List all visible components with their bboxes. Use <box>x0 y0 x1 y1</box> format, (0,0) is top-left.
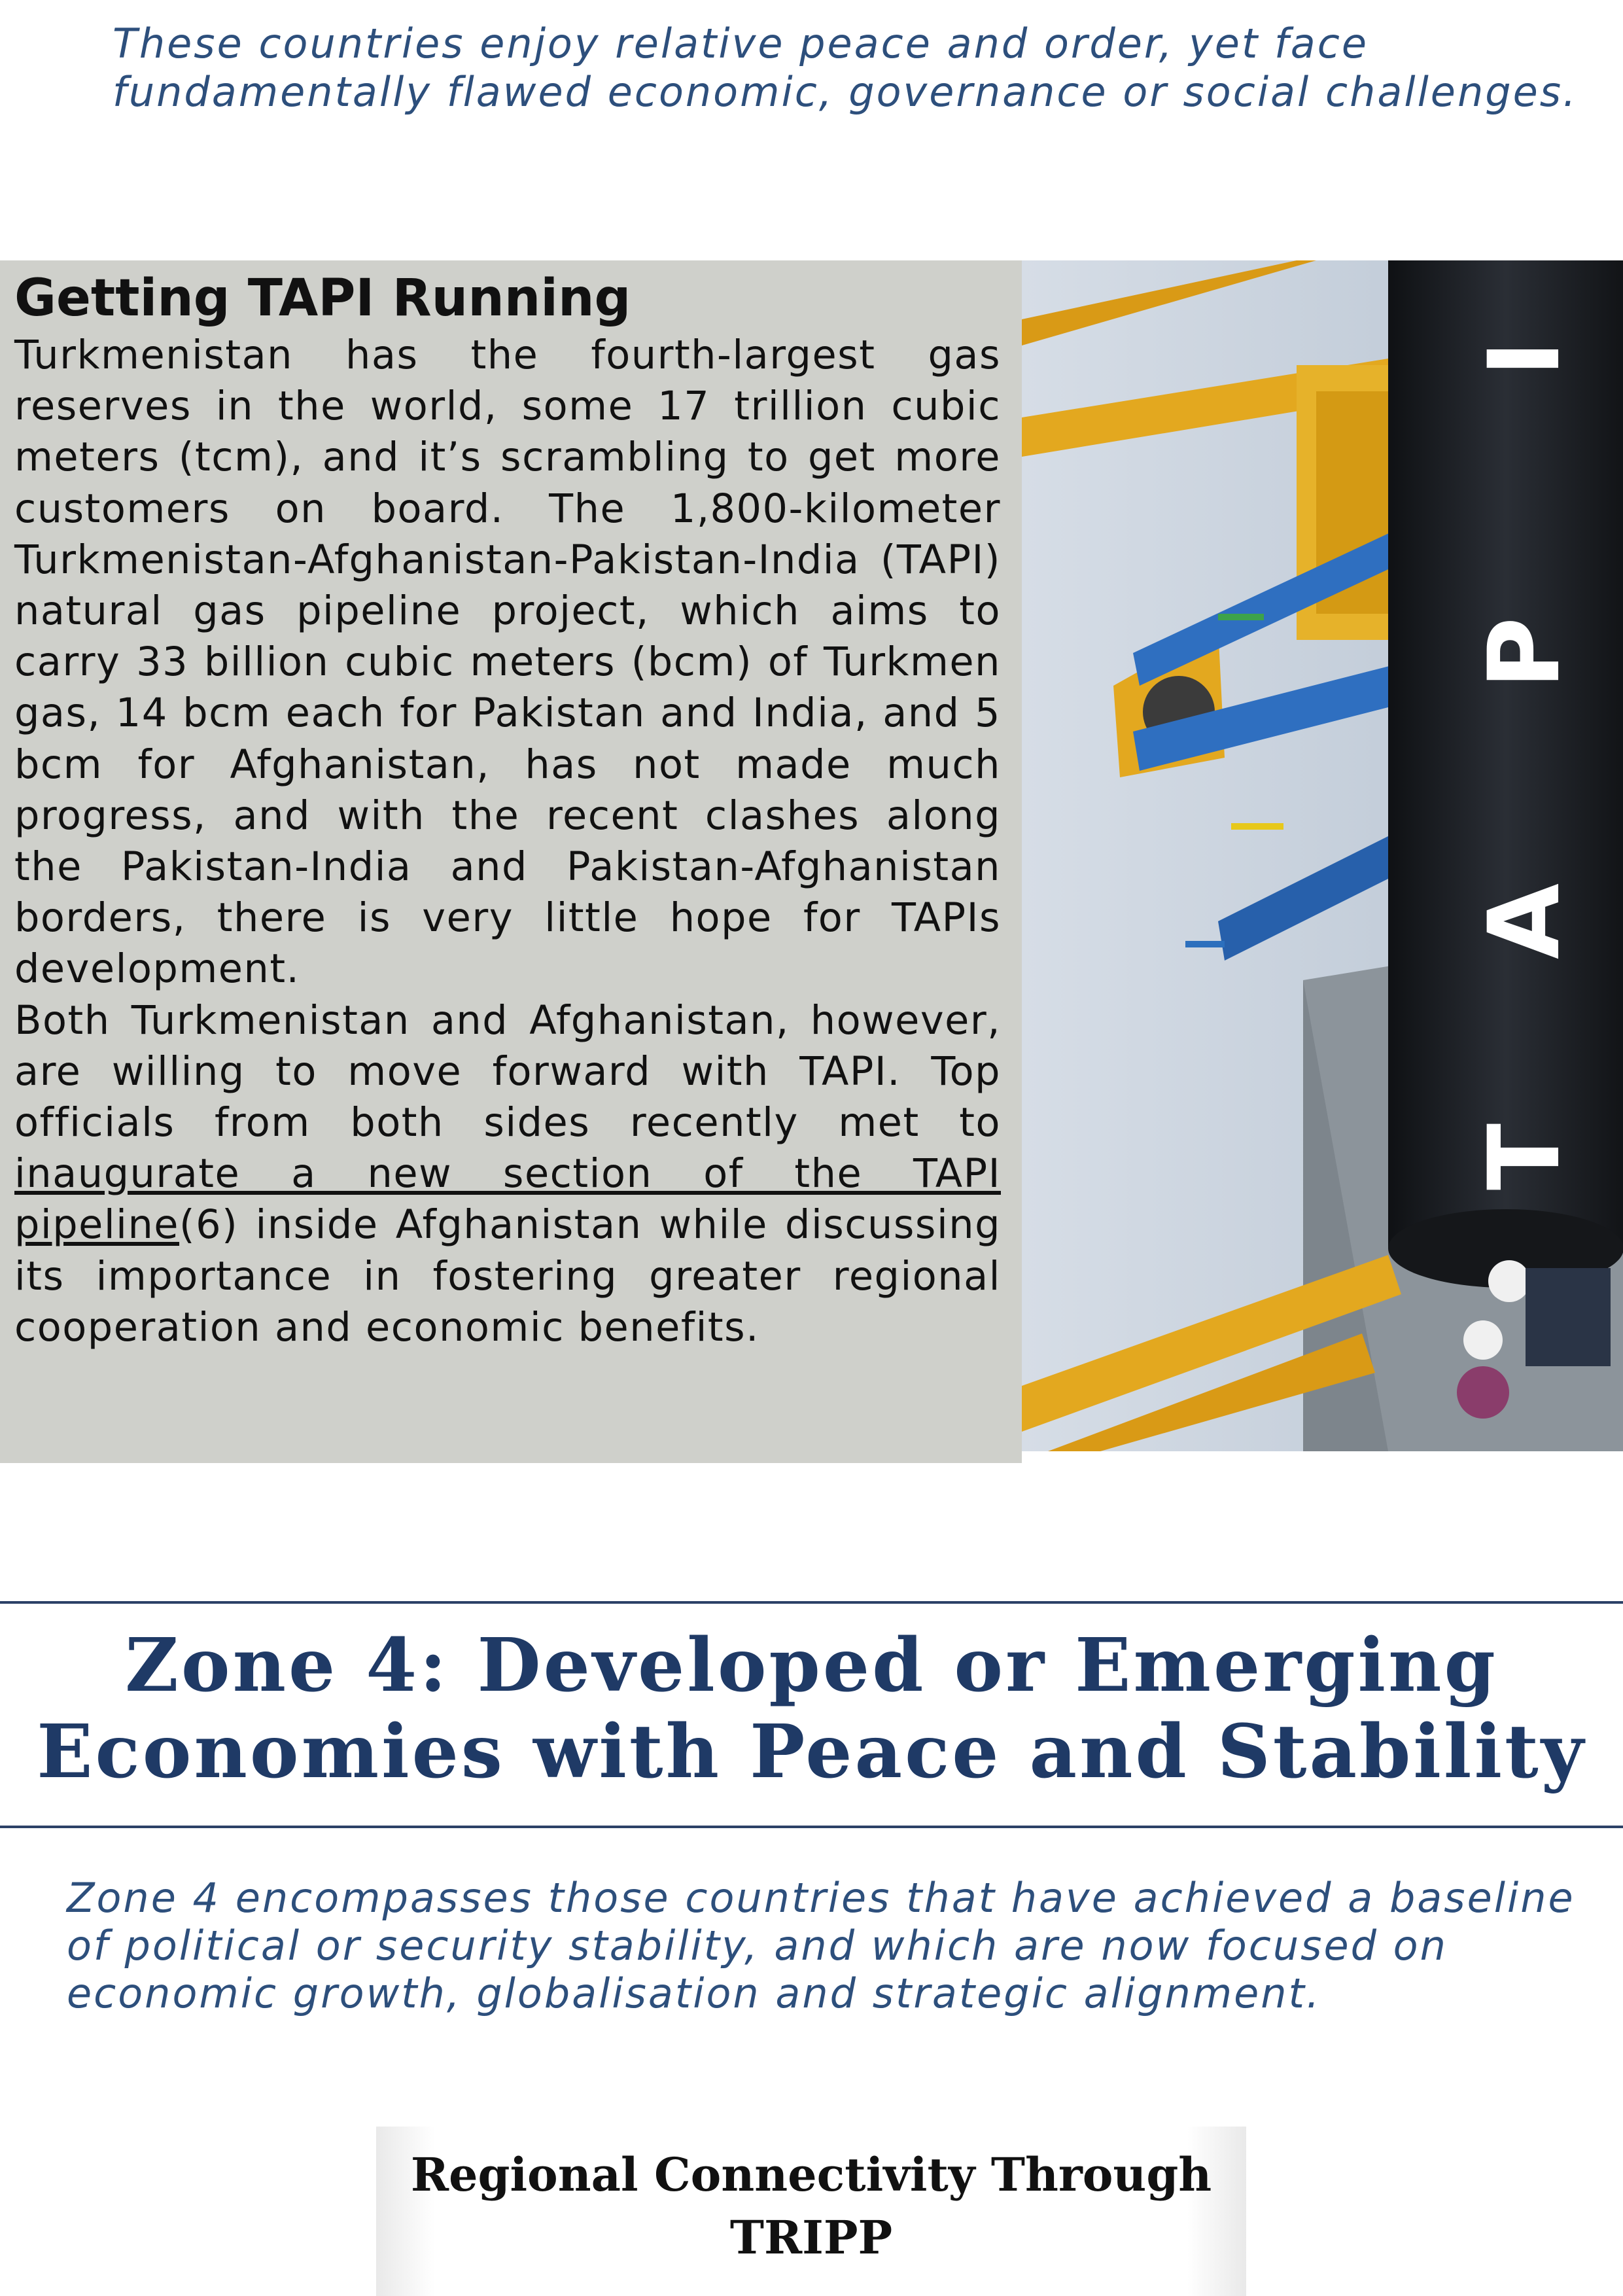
photo-emblem <box>1457 1366 1509 1419</box>
footer-title <box>376 2144 1246 2269</box>
photo-worker-helmet <box>1463 1320 1503 1360</box>
tapi-pipeline-link[interactable]: inaugurate a new section of the TAPI pipeline <box>14 1151 1001 1248</box>
photo-flag <box>1218 614 1264 620</box>
tapi-paragraph-2-start: Both Turkmenistan and Afghanistan, however, are willing to move forward with TAPI. Top officials from both sides recently met to <box>14 997 1001 1146</box>
intro-line: fundamentally flawed economic, governance or social challenges. <box>113 68 1578 116</box>
pipe-letter-i: I <box>1468 340 1582 377</box>
pipe-letter-a: A <box>1468 883 1582 960</box>
tapi-body-text <box>14 330 1001 1353</box>
pipe-letter-t: T <box>1468 1123 1582 1191</box>
zone4-description-line: economic growth, globalisation and strategic alignment. <box>67 1969 1321 2017</box>
zone4-title <box>0 1623 1623 1795</box>
intro-line: These countries enjoy relative peace and order, yet face <box>113 20 1369 67</box>
zone4-title-line: Zone 4: Developed or Emerging <box>125 1623 1498 1708</box>
photo-worker-body <box>1526 1268 1611 1366</box>
zone-title-top-rule <box>0 1601 1623 1604</box>
photo-worker-helmet <box>1488 1260 1530 1302</box>
photo-flag <box>1185 941 1225 947</box>
zone4-description-line: Zone 4 encompasses those countries that have achieved a baseline <box>67 1874 1575 1922</box>
footer-title-line: TRIPP <box>729 2210 893 2265</box>
photo-pipe <box>1388 260 1623 1248</box>
zone4-title-line: Economies with Peace and Stability <box>37 1709 1586 1795</box>
zone4-description <box>67 1874 1591 2017</box>
tapi-pipeline-photo <box>1022 260 1623 1451</box>
pipe-letter-p: P <box>1468 617 1582 689</box>
tapi-paragraph-1: Turkmenistan has the fourth-largest gas reserves in the world, some 17 trillion cubic meters (tcm), and it’s scrambling to get more customers on board. The 1,800-kilometer Turkmenistan-Afghanistan-Pakistan-India (TAPI) natural gas pipeline project, which aims to carry 33 billion cubic meters (bcm) of Turkmen gas, 14 bcm each for Pakistan and India, and 5 bcm for Afghanistan, has not made much progress, and with the recent clashes along the Pakistan-India and Pakistan-Afghanistan borders, there is very little hope for TAPIs development. <box>14 332 1001 993</box>
photo-flag <box>1231 823 1283 830</box>
tapi-paragraph-2 <box>14 995 1001 1353</box>
footer-title-line: Regional Connectivity Through <box>410 2147 1212 2202</box>
zone4-description-line: of political or security stability, and which are now focused on <box>67 1922 1448 1969</box>
tapi-paragraph-2-end: (6) inside Afghanistan while discussing its importance in fostering greater regional cooperation and economic benefits. <box>14 1202 1001 1351</box>
tapi-heading: Getting TAPI Running <box>14 269 631 328</box>
intro-text <box>113 20 1584 116</box>
zone-title-bottom-rule <box>0 1826 1623 1828</box>
